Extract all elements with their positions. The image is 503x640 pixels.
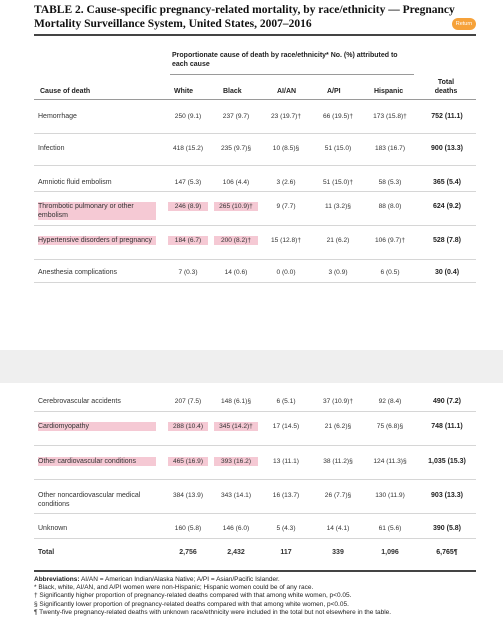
row-divider xyxy=(34,538,476,539)
cell-total: 752 (11.1) xyxy=(431,113,463,120)
row-divider xyxy=(34,259,476,260)
cell-api: 26 (7.7)§ xyxy=(324,492,352,499)
cell-total: 903 (13.3) xyxy=(431,492,463,499)
cell-black: 343 (14.1) xyxy=(220,492,252,499)
row-divider xyxy=(34,479,476,480)
cell-total: 365 (5.4) xyxy=(432,179,462,186)
row-label: Anesthesia complications xyxy=(38,269,117,276)
cell-hispanic: 124 (11.3)§ xyxy=(373,458,407,465)
row-divider xyxy=(34,411,476,412)
cell-white: 207 (7.5) xyxy=(174,398,202,405)
cell-white: 465 (16.9) xyxy=(168,457,208,466)
cell-aian: 3 (2.6) xyxy=(276,179,296,186)
cell-white: 418 (15.2) xyxy=(172,145,204,152)
cell-hispanic: 6 (0.5) xyxy=(380,269,400,276)
cell-black: 393 (16.2) xyxy=(214,457,258,466)
cell-total: 528 (7.8) xyxy=(432,237,462,244)
bottom-rule xyxy=(34,570,476,572)
row-label: Hypertensive disorders of pregnancy xyxy=(38,236,156,245)
cell-total: 900 (13.3) xyxy=(431,145,463,152)
cell-api: 38 (11.2)§ xyxy=(323,458,353,465)
cell-white: 2,756 xyxy=(179,549,197,556)
cell-hispanic: 130 (11.9) xyxy=(375,492,405,499)
cell-aian: 10 (8.5)§ xyxy=(272,145,300,152)
cell-total: 748 (11.1) xyxy=(431,423,463,430)
row-divider xyxy=(34,225,476,226)
cell-white: 7 (0.3) xyxy=(178,269,198,276)
column-header-total: Total deaths xyxy=(434,79,458,95)
cell-hispanic: 106 (9.7)† xyxy=(374,237,406,244)
cell-aian: 13 (11.1) xyxy=(273,458,299,465)
footnote-pilcrow: ¶ Twenty-five pregnancy-related deaths with unknown race/ethnicity were included in the total but not elsewhere in the table. xyxy=(34,608,392,616)
row-divider xyxy=(34,165,476,166)
header-rule xyxy=(34,99,476,100)
cell-total: 1,035 (15.3) xyxy=(428,458,466,465)
cell-black: 148 (6.1)§ xyxy=(220,398,252,405)
cell-api: 51 (15.0) xyxy=(324,145,352,152)
footnote-section: § Significantly lower proportion of pregnancy-related deaths compared with that among white women, p<0.05. xyxy=(34,600,349,608)
cell-white: 246 (8.9) xyxy=(168,202,208,211)
cell-api: 21 (6.2) xyxy=(326,237,350,244)
cell-black: 235 (9.7)§ xyxy=(220,145,252,152)
cell-aian: 117 xyxy=(280,549,292,556)
cell-total: 490 (7.2) xyxy=(432,398,462,405)
footnote-star: * Black, white, AI/AN, and A/PI women were non-Hispanic; Hispanic women could be of any race. xyxy=(34,584,314,592)
cell-aian: 0 (0.0) xyxy=(276,269,296,276)
table-title: TABLE 2. Cause-specific pregnancy-related mortality, by race/ethnicity — Pregnancy Mortality Surveillance System, United States, 2007–2016 xyxy=(34,4,455,30)
cell-aian: 5 (4.3) xyxy=(276,525,296,532)
abbreviations-note: Abbreviations: AI/AN = American Indian/Alaska Native; A/PI = Asian/Pacific Islander. xyxy=(34,576,280,583)
return-button[interactable]: Return xyxy=(452,18,476,30)
cell-white: 147 (5.3) xyxy=(174,179,202,186)
cell-total: 624 (9.2) xyxy=(432,203,462,210)
cell-black: 237 (9.7) xyxy=(222,113,250,120)
cell-hispanic: 92 (8.4) xyxy=(378,398,402,405)
cell-aian: 15 (12.8)† xyxy=(270,237,302,244)
footnotes xyxy=(34,576,474,617)
cell-black: 14 (0.6) xyxy=(224,269,248,276)
cell-aian: 9 (7.7) xyxy=(276,203,296,210)
row-divider xyxy=(34,513,476,514)
cell-white: 384 (13.9) xyxy=(172,492,204,499)
cell-hispanic: 173 (15.8)† xyxy=(373,113,407,120)
cell-hispanic: 58 (5.3) xyxy=(378,179,402,186)
row-label: Thrombotic pulmonary or other embolism xyxy=(38,202,156,220)
cell-total: 390 (5.8) xyxy=(432,525,462,532)
cell-hispanic: 1,096 xyxy=(381,549,399,556)
column-header-api: A/PI xyxy=(327,88,341,95)
row-label: Cardiomyopathy xyxy=(38,422,156,431)
cell-aian: 17 (14.5) xyxy=(272,423,300,430)
column-header-white: White xyxy=(174,88,194,95)
cell-api: 11 (3.2)§ xyxy=(325,203,351,210)
group-header: Proportionate cause of death by race/ethnicity* No. (%) attributed to each cause xyxy=(172,52,398,68)
row-label: Other noncardiovascular medical conditions xyxy=(38,492,141,508)
cell-api: 21 (6.2)§ xyxy=(324,423,352,430)
row-label: Infection xyxy=(38,145,65,152)
table-total-label: Total xyxy=(38,549,55,556)
cell-black: 2,432 xyxy=(227,549,245,556)
column-header-cause: Cause of death xyxy=(40,88,91,95)
cell-api: 3 (0.9) xyxy=(328,269,348,276)
cell-black: 345 (14.2)† xyxy=(214,422,258,431)
cell-black: 106 (4.4) xyxy=(222,179,250,186)
cell-black: 265 (10.9)† xyxy=(214,202,258,211)
cell-aian: 16 (13.7) xyxy=(272,492,300,499)
cell-api: 51 (15.0)† xyxy=(322,179,354,186)
cell-total: 6,765¶ xyxy=(436,549,458,556)
row-label: Other cardiovascular conditions xyxy=(38,457,156,466)
cell-api: 14 (4.1) xyxy=(326,525,350,532)
row-label: Cerebrovascular accidents xyxy=(38,398,121,405)
cell-aian: 6 (5.1) xyxy=(276,398,296,405)
group-rule xyxy=(170,74,414,75)
cell-hispanic: 75 (6.8)§ xyxy=(376,423,404,430)
top-rule xyxy=(34,34,476,36)
cell-total: 30 (0.4) xyxy=(434,269,460,276)
page-separator xyxy=(0,350,503,383)
column-header-black: Black xyxy=(223,88,242,95)
cell-white: 160 (5.8) xyxy=(174,525,202,532)
row-divider xyxy=(34,133,476,134)
cell-black: 200 (8.2)† xyxy=(214,236,258,245)
row-label: Hemorrhage xyxy=(38,113,77,120)
row-divider xyxy=(34,445,476,446)
cell-white: 184 (6.7) xyxy=(168,236,208,245)
cell-api: 66 (19.5)† xyxy=(322,113,354,120)
row-label: Amniotic fluid embolism xyxy=(38,179,112,186)
cell-aian: 23 (19.7)† xyxy=(270,113,302,120)
row-divider xyxy=(34,191,476,192)
column-header-aian: AI/AN xyxy=(277,88,297,95)
cell-white: 250 (9.1) xyxy=(174,113,202,120)
column-header-hispanic: Hispanic xyxy=(374,88,404,95)
row-label: Unknown xyxy=(38,525,68,532)
cell-api: 37 (10.9)† xyxy=(322,398,354,405)
cell-black: 146 (6.0) xyxy=(222,525,250,532)
cell-api: 339 xyxy=(332,549,344,556)
cell-hispanic: 183 (16.7) xyxy=(374,145,406,152)
footnote-dagger: † Significantly higher proportion of pregnancy-related deaths compared with that among white women, p<0.05. xyxy=(34,592,352,600)
cell-hispanic: 61 (5.6) xyxy=(378,525,402,532)
cell-white: 288 (10.4) xyxy=(168,422,208,431)
row-divider xyxy=(34,282,476,283)
cell-hispanic: 88 (8.0) xyxy=(378,203,402,210)
